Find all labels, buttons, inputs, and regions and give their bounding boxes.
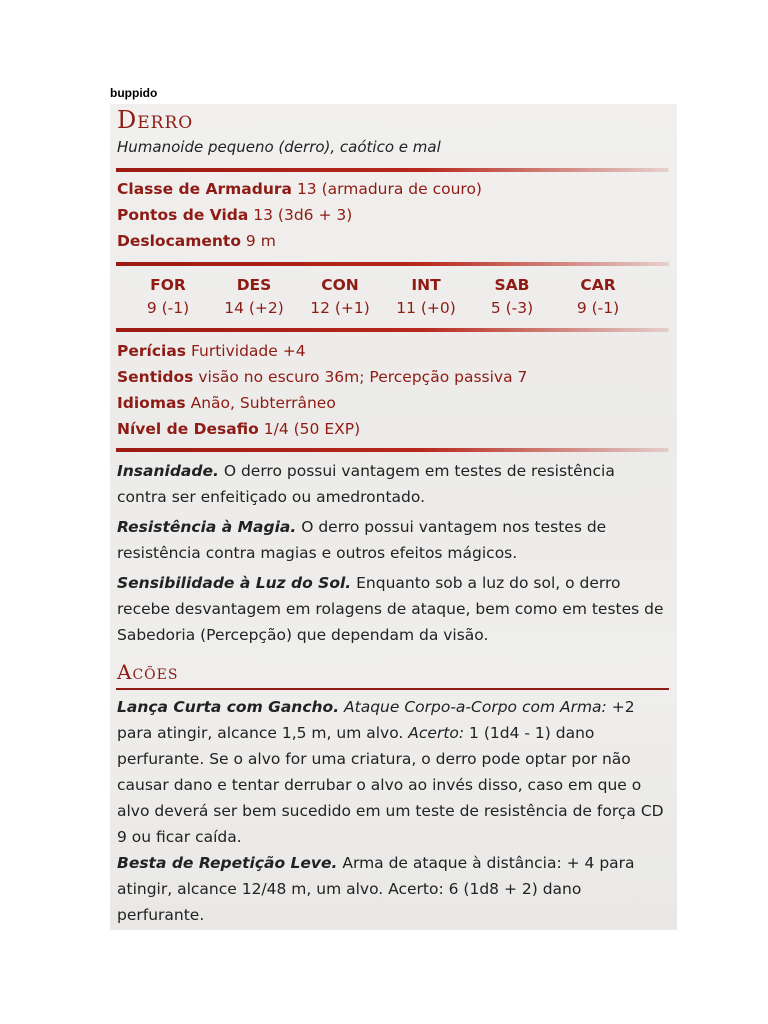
hit-points-line: [117, 206, 352, 224]
actions-divider: [116, 688, 669, 690]
ability-score: 14 (+2): [224, 299, 284, 317]
languages-label: Idiomas: [117, 394, 186, 412]
ability-name: INT: [411, 276, 441, 294]
action-name: Besta de Repetição Leve.: [117, 854, 338, 872]
trait-name: Sensibilidade à Luz do Sol.: [117, 574, 352, 592]
document-label: buppido: [110, 86, 158, 100]
ability-score: 9 (-1): [576, 299, 620, 317]
action-hooked-shortspear: [117, 694, 669, 850]
ability-name: FOR: [150, 276, 186, 294]
action-text: +2 para atingir, alcance 1,5 m, um alvo.: [117, 698, 635, 742]
languages-value: Anão, Subterrâneo: [190, 394, 336, 412]
monster-type: Humanoide pequeno (derro), caótico e mal: [117, 138, 441, 156]
skills-value: Furtividade +4: [190, 342, 306, 360]
ability-sab: [474, 276, 550, 317]
ability-con: [302, 276, 378, 317]
divider-rule: [116, 328, 669, 332]
attack-type: Ataque Corpo-a-Corpo com Arma:: [344, 698, 607, 716]
divider-rule: [116, 262, 669, 266]
action-name: Lança Curta com Gancho.: [117, 698, 340, 716]
armor-class-value: 13 (armadura de couro): [296, 180, 482, 198]
ability-int: [388, 276, 464, 317]
senses-label: Sentidos: [117, 368, 194, 386]
speed-value: 9 m: [245, 232, 276, 250]
senses-value: visão no escuro 36m; Percepção passiva 7: [198, 368, 528, 386]
skills-line: [117, 342, 306, 360]
ability-score: 9 (-1): [146, 299, 190, 317]
ability-car: [560, 276, 636, 317]
action-text: Arma de ataque à distância: + 4 para atingir, alcance 12/48 m, um alvo. Acerto: 6 (1d8 + 2) dano perfurante.: [117, 854, 635, 924]
stat-block: [110, 104, 677, 930]
trait-text: O derro possui vantagem nos testes de resistência contra magias e outros efeitos mágicos.: [117, 518, 607, 562]
speed-line: [117, 232, 276, 250]
ability-name: CON: [321, 276, 359, 294]
armor-class-line: [117, 180, 482, 198]
action-text: 1 (1d4 - 1) dano perfurante. Se o alvo for uma criatura, o derro pode optar por não causar dano e tentar derrubar o alvo ao invés disso, caso em que o alvo deverá ser bem sucedido em um teste de resistência de força CD 9 ou ficar caída.: [117, 724, 664, 846]
divider-rule: [116, 168, 669, 172]
ability-name: SAB: [494, 276, 530, 294]
ability-for: [130, 276, 206, 317]
trait-sunlight-sensitivity: [117, 570, 669, 648]
trait-insanity: [117, 458, 669, 510]
divider-rule: [116, 448, 669, 452]
ability-score: 5 (-3): [490, 299, 534, 317]
ability-des: [216, 276, 292, 317]
ability-name: DES: [236, 276, 272, 294]
ability-score: 12 (+1): [310, 299, 370, 317]
hit-points-value: 13 (3d6 + 3): [253, 206, 353, 224]
monster-name: Derro: [117, 106, 194, 134]
armor-class-label: Classe de Armadura: [117, 180, 292, 198]
ability-score: 11 (+0): [396, 299, 456, 317]
trait-magic-resistance: [117, 514, 669, 566]
action-light-repeating-crossbow: [117, 850, 669, 928]
challenge-value: 1/4 (50 EXP): [263, 420, 361, 438]
hit-points-label: Pontos de Vida: [117, 206, 249, 224]
actions-heading: Acões: [117, 660, 179, 684]
challenge-label: Nível de Desafio: [117, 420, 259, 438]
ability-scores: [130, 276, 650, 326]
trait-text: Enquanto sob a luz do sol, o derro recebe desvantagem em rolagens de ataque, bem como em testes de Sabedoria (Percepção) que dependam da visão.: [117, 574, 664, 644]
languages-line: [117, 394, 336, 412]
ability-name: CAR: [580, 276, 616, 294]
hit-label: Acerto:: [408, 724, 465, 742]
speed-label: Deslocamento: [117, 232, 241, 250]
trait-text: O derro possui vantagem em testes de resistência contra ser enfeitiçado ou amedrontado.: [117, 462, 615, 506]
senses-line: [117, 368, 527, 386]
trait-name: Resistência à Magia.: [117, 518, 297, 536]
skills-label: Perícias: [117, 342, 187, 360]
trait-name: Insanidade.: [117, 462, 219, 480]
challenge-line: [117, 420, 360, 438]
